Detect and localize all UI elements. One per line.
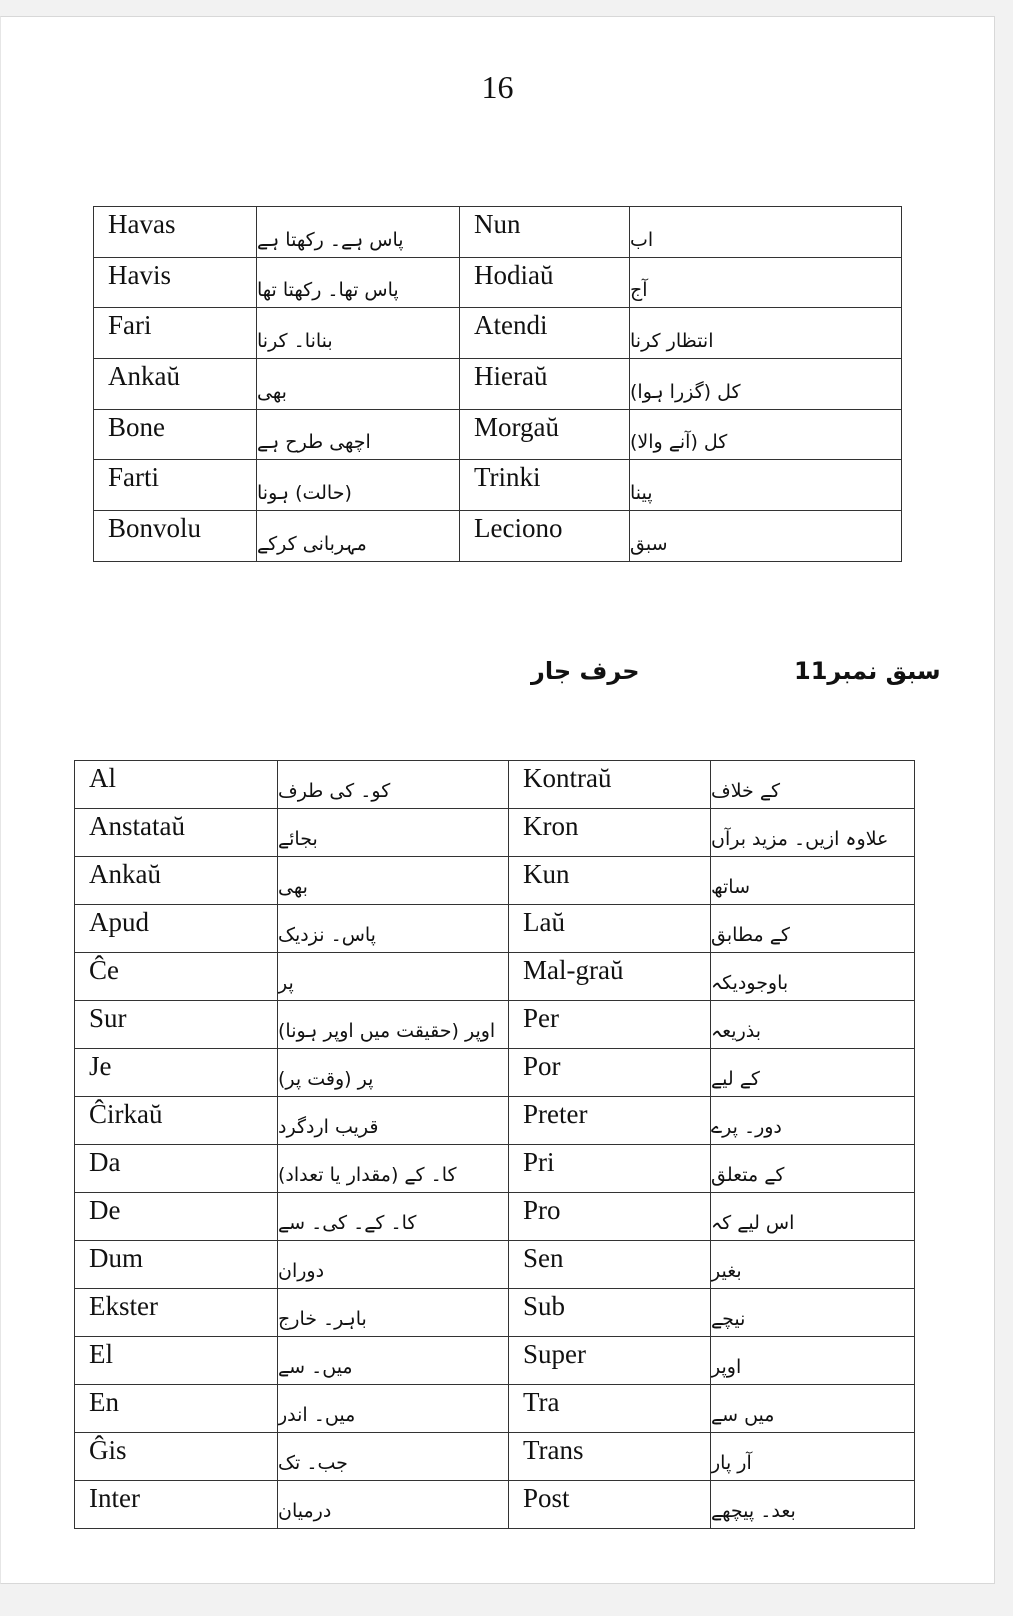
esperanto-word: Kontraŭ	[509, 761, 711, 809]
esperanto-word: Nun	[460, 207, 630, 258]
esperanto-word: Anstataŭ	[75, 809, 278, 857]
esperanto-word: Per	[509, 1001, 711, 1049]
urdu-meaning: درمیان	[278, 1481, 509, 1529]
table-row	[75, 953, 915, 1001]
urdu-meaning: کے مطابق	[711, 905, 915, 953]
esperanto-word: Bone	[94, 409, 257, 460]
urdu-meaning: ساتھ	[711, 857, 915, 905]
esperanto-word: El	[75, 1337, 278, 1385]
esperanto-word: Ĝis	[75, 1433, 278, 1481]
urdu-meaning: بنانا۔ کرنا	[257, 308, 460, 359]
esperanto-word: Atendi	[460, 308, 630, 359]
urdu-meaning: جب۔ تک	[278, 1433, 509, 1481]
urdu-meaning: کے متعلق	[711, 1145, 915, 1193]
esperanto-word: De	[75, 1193, 278, 1241]
table-row	[75, 1481, 915, 1529]
urdu-meaning: میں۔ سے	[278, 1337, 509, 1385]
urdu-meaning: بجائے	[278, 809, 509, 857]
esperanto-word: Preter	[509, 1097, 711, 1145]
urdu-meaning: کا۔ کے۔ کی۔ سے	[278, 1193, 509, 1241]
esperanto-word: Mal-graŭ	[509, 953, 711, 1001]
esperanto-word: Dum	[75, 1241, 278, 1289]
urdu-meaning: پاس ہے۔ رکھتا ہے	[257, 207, 460, 258]
table-row	[94, 460, 902, 511]
urdu-meaning: انتظار کرنا	[630, 308, 902, 359]
esperanto-word: Post	[509, 1481, 711, 1529]
urdu-meaning: کو۔ کی طرف	[278, 761, 509, 809]
table-row	[75, 1097, 915, 1145]
urdu-meaning: علاوہ ازیں۔ مزید برآں	[711, 809, 915, 857]
esperanto-word: Morgaŭ	[460, 409, 630, 460]
table-row	[75, 1385, 915, 1433]
table-row	[94, 308, 902, 359]
urdu-meaning: کل (گزرا ہوا)	[630, 359, 902, 410]
urdu-meaning: کل (آنے والا)	[630, 409, 902, 460]
esperanto-word: Farti	[94, 460, 257, 511]
esperanto-word: Hodiaŭ	[460, 257, 630, 308]
esperanto-word: Ĉirkaŭ	[75, 1097, 278, 1145]
esperanto-word: Kron	[509, 809, 711, 857]
esperanto-word: Al	[75, 761, 278, 809]
esperanto-word: Sub	[509, 1289, 711, 1337]
document-page	[0, 16, 995, 1584]
prepositions-table-body	[75, 761, 915, 1529]
esperanto-word: Tra	[509, 1385, 711, 1433]
esperanto-word: Havas	[94, 207, 257, 258]
urdu-meaning: آج	[630, 257, 902, 308]
table-row	[75, 1145, 915, 1193]
table-row	[75, 1049, 915, 1097]
urdu-meaning: پر (وقت پر)	[278, 1049, 509, 1097]
prepositions-table	[74, 760, 915, 1529]
urdu-meaning: نیچے	[711, 1289, 915, 1337]
urdu-meaning: بذریعہ	[711, 1001, 915, 1049]
urdu-meaning: پر	[278, 953, 509, 1001]
urdu-meaning: بعد۔ پیچھے	[711, 1481, 915, 1529]
table-row	[75, 1337, 915, 1385]
lesson-subtitle: حرف جار	[531, 657, 640, 685]
table-row	[75, 1193, 915, 1241]
urdu-meaning: (حالت) ہونا	[257, 460, 460, 511]
urdu-meaning: آر پار	[711, 1433, 915, 1481]
table-row	[75, 905, 915, 953]
urdu-meaning: دوران	[278, 1241, 509, 1289]
vocabulary-table-1	[93, 206, 902, 562]
urdu-meaning: قریب اردگرد	[278, 1097, 509, 1145]
esperanto-word: Hieraŭ	[460, 359, 630, 410]
table-row	[75, 1241, 915, 1289]
table-row	[94, 409, 902, 460]
table-row	[75, 857, 915, 905]
esperanto-word: Inter	[75, 1481, 278, 1529]
esperanto-word: Da	[75, 1145, 278, 1193]
urdu-meaning: میں سے	[711, 1385, 915, 1433]
urdu-meaning: اس لیے کہ	[711, 1193, 915, 1241]
esperanto-word: Bonvolu	[94, 511, 257, 562]
table-row	[75, 1289, 915, 1337]
esperanto-word: Trans	[509, 1433, 711, 1481]
urdu-meaning: اچھی طرح ہے	[257, 409, 460, 460]
esperanto-word: Fari	[94, 308, 257, 359]
urdu-meaning: پاس تھا۔ رکھتا تھا	[257, 257, 460, 308]
esperanto-word: Trinki	[460, 460, 630, 511]
urdu-meaning: بغیر	[711, 1241, 915, 1289]
urdu-meaning: مہربانی کرکے	[257, 511, 460, 562]
urdu-meaning: کے لیے	[711, 1049, 915, 1097]
urdu-meaning: اوپر (حقیقت میں اوپر ہونا)	[278, 1001, 509, 1049]
table-row	[75, 1001, 915, 1049]
esperanto-word: Sur	[75, 1001, 278, 1049]
urdu-meaning: باہر۔ خارج	[278, 1289, 509, 1337]
lesson-title: سبق نمبر11	[794, 657, 941, 685]
esperanto-word: Pro	[509, 1193, 711, 1241]
esperanto-word: Je	[75, 1049, 278, 1097]
urdu-meaning: اوپر	[711, 1337, 915, 1385]
table-row	[94, 257, 902, 308]
urdu-meaning: بھی	[278, 857, 509, 905]
esperanto-word: En	[75, 1385, 278, 1433]
esperanto-word: Por	[509, 1049, 711, 1097]
urdu-meaning: پینا	[630, 460, 902, 511]
table-row	[75, 761, 915, 809]
urdu-meaning: اب	[630, 207, 902, 258]
table-row	[94, 511, 902, 562]
esperanto-word: Ankaŭ	[94, 359, 257, 410]
esperanto-word: Super	[509, 1337, 711, 1385]
urdu-meaning: میں۔ اندر	[278, 1385, 509, 1433]
table-row	[75, 1433, 915, 1481]
esperanto-word: Havis	[94, 257, 257, 308]
esperanto-word: Ekster	[75, 1289, 278, 1337]
table-row	[94, 359, 902, 410]
urdu-meaning: کے خلاف	[711, 761, 915, 809]
esperanto-word: Laŭ	[509, 905, 711, 953]
urdu-meaning: باوجودیکہ	[711, 953, 915, 1001]
esperanto-word: Sen	[509, 1241, 711, 1289]
table-row	[94, 207, 902, 258]
urdu-meaning: کا۔ کے (مقدار یا تعداد)	[278, 1145, 509, 1193]
esperanto-word: Leciono	[460, 511, 630, 562]
urdu-meaning: سبق	[630, 511, 902, 562]
vocabulary-table-1-body	[94, 207, 902, 562]
urdu-meaning: بھی	[257, 359, 460, 410]
esperanto-word: Ankaŭ	[75, 857, 278, 905]
page-number: 16	[481, 69, 514, 105]
esperanto-word: Apud	[75, 905, 278, 953]
urdu-meaning: پاس۔ نزدیک	[278, 905, 509, 953]
urdu-meaning: دور۔ پرے	[711, 1097, 915, 1145]
table-row	[75, 809, 915, 857]
esperanto-word: Pri	[509, 1145, 711, 1193]
esperanto-word: Ĉe	[75, 953, 278, 1001]
esperanto-word: Kun	[509, 857, 711, 905]
